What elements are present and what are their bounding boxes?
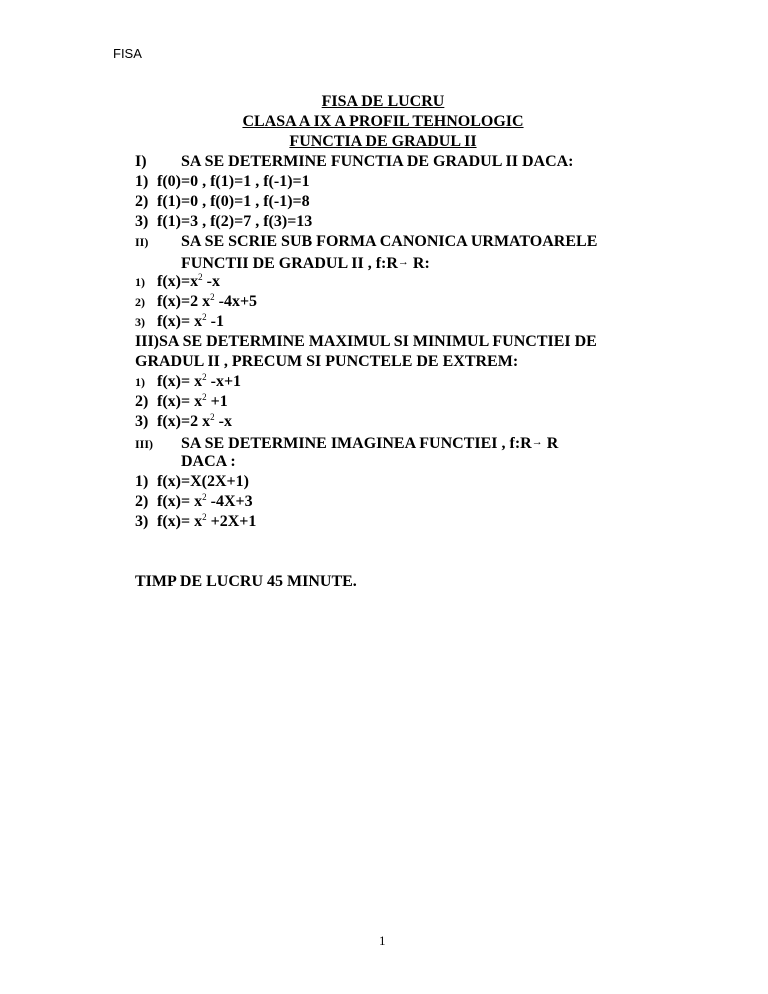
section-4-heading-cont: DACA : — [181, 453, 236, 470]
list-item: 3) $f(x)= x^2$ -1 — [135, 312, 224, 330]
section-2-text: SA SE SCRIE SUB FORMA CANONICA URMATOARELE — [181, 233, 598, 250]
section-3-heading: III)SA SE DETERMINE MAXIMUL SI MINIMUL FUNCTIEI DE — [135, 333, 597, 350]
list-item: 2) $f(x)= x^2 +1$ — [135, 392, 228, 410]
arrow-icon: → — [397, 256, 409, 268]
list-item: 1) $f(x)=x^2$ -x — [135, 272, 220, 290]
page-number: 1 — [379, 933, 386, 948]
page-header: FISA — [113, 46, 142, 61]
list-item: 2) $f(x)= x^2$ -4X+3 — [135, 492, 253, 510]
section-2-label: II) — [135, 235, 149, 249]
worksheet-topic: FUNCTIA DE GRADUL II — [289, 133, 477, 150]
worksheet-title: FISA DE LUCRU — [321, 93, 445, 110]
list-item: 2) f(x)=2 $x^2$ -4x+5 — [135, 292, 258, 310]
section-2-heading-cont: FUNCTII DE GRADUL II , f:R→ R: — [181, 255, 430, 272]
list-item: 3) f(x)=2 $x^2$ -x — [135, 412, 232, 430]
list-item: 1) $f(x)= x^2$ -x+1 — [135, 372, 242, 390]
section-1-heading — [135, 152, 655, 172]
list-item: 3) $f(x)= x^2 +2X+1$ — [135, 512, 257, 530]
section-1-text: SA SE DETERMINE FUNCTIA DE GRADUL II DACA: — [181, 153, 574, 170]
list-item: 2) f(1)=0 , f(0)=1 , f(-1)=8 — [135, 193, 310, 210]
time-limit-note: TIMP DE LUCRU 45 MINUTE. — [135, 573, 357, 590]
list-item: 3) f(1)=3 , f(2)=7 , f(3)=13 — [135, 213, 313, 230]
list-item: 1) f(x)=X(2X+1) — [135, 473, 249, 490]
section-4-heading: III) SA SE DETERMINE IMAGINEA FUNCTIEI , f:R→ R — [135, 435, 559, 452]
worksheet-class: CLASA A IX A PROFIL TEHNOLOGIC — [242, 113, 524, 130]
section-4-label: III) — [135, 437, 154, 451]
worksheet-body — [135, 92, 655, 592]
section-1-label: I) — [135, 153, 147, 170]
section-3-heading-cont: GRADUL II , PRECUM SI PUNCTELE DE EXTREM: — [135, 353, 519, 370]
arrow-icon: → — [531, 436, 543, 448]
list-item: 1) f(0)=0 , f(1)=1 , f(-1)=1 — [135, 173, 310, 190]
section-2-heading — [135, 232, 655, 252]
